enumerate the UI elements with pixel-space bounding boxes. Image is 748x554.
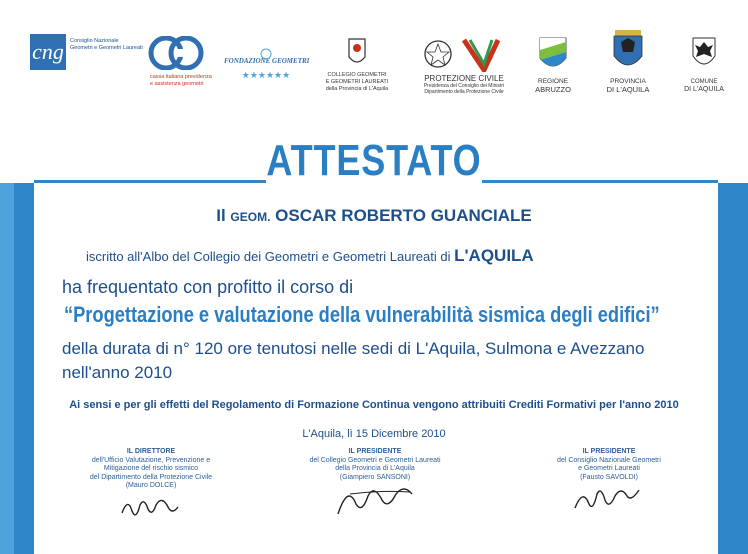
recipient-geom: GEOM. xyxy=(230,210,271,224)
signature-role: IL DIRETTORE xyxy=(126,448,176,455)
certificate-title: ATTESTATO xyxy=(266,136,482,185)
logos-row xyxy=(0,0,748,120)
provincia-caption-line1: PROVINCIA xyxy=(610,78,646,85)
signature-name: (Mauro DOLCE) xyxy=(125,482,177,489)
place-date-line: L'Aquila, lì 15 Dicembre 2010 xyxy=(302,428,446,440)
signature-role: IL PRESIDENTE xyxy=(582,448,636,455)
signature-desc-line: dell'Ufficio Valutazione, Prevenzione e xyxy=(91,456,211,464)
handwritten-signature-icon xyxy=(569,484,649,514)
abruzzo-caption-line1: REGIONE xyxy=(538,78,568,85)
collegio-caption-line2: E GEOMETRI LAUREATI xyxy=(325,79,389,85)
provincia-logo xyxy=(598,24,658,100)
collegio-logo xyxy=(322,36,392,106)
signature-block-presidente-cng xyxy=(524,448,694,514)
cipag-emblem-icon xyxy=(148,36,204,70)
signature-desc-line: del Dipartimento della Protezione Civile xyxy=(89,473,213,481)
provincia-crest-icon xyxy=(611,24,645,72)
signature-desc-line: del Consiglio Nazionale Geometri xyxy=(557,456,661,464)
cng-caption-line2: Geometri e Geometri Laureati xyxy=(70,45,143,51)
frequentato-line: ha frequentato con profitto il corso di xyxy=(62,277,354,297)
signature-desc-line: della Provincia di L'Aquila xyxy=(335,465,415,472)
duration-line: della durata di n° 120 ore tenutosi nelle sedi di L'Aquila, Sulmona e Avezzano xyxy=(62,339,645,358)
collegio-caption-line1: COLLEGIO GEOMETRI xyxy=(327,72,387,78)
recipient-name: OSCAR ROBERTO GUANCIALE xyxy=(275,206,532,225)
albo-line xyxy=(86,246,534,266)
provincia-caption-line2: DI L'AQUILA xyxy=(606,85,650,94)
cipag-logo xyxy=(148,36,212,96)
signature-block-direttore xyxy=(56,448,246,519)
protezione-caption-line3: Dipartimento della Protezione Civile xyxy=(424,89,504,95)
regione-abruzzo-logo xyxy=(528,36,578,102)
abruzzo-caption-line2: ABRUZZO xyxy=(535,85,571,94)
handwritten-signature-icon xyxy=(116,493,186,519)
collegio-crest-icon xyxy=(322,36,392,70)
albo-city: L'AQUILA xyxy=(454,246,534,265)
abruzzo-shield-icon xyxy=(538,36,568,72)
cipag-caption-line1: cassa italiana previdenza xyxy=(150,74,212,80)
stars-row-icon xyxy=(226,68,306,82)
signature-name: (Fausto SAVOLDI) xyxy=(580,473,638,481)
signature-role: IL PRESIDENTE xyxy=(348,448,402,455)
protezione-civile-logo xyxy=(416,36,512,106)
svg-text:cng: cng xyxy=(32,39,64,64)
signature-desc-line: e Geometri Laureati xyxy=(578,465,640,472)
recipient-line xyxy=(0,206,748,226)
signature-name: (Giampiero SANSONI) xyxy=(339,473,411,481)
course-title: “Progettazione e valutazione della vulnerabilità sismica degli edifici” xyxy=(64,302,660,327)
right-frame-bar xyxy=(718,183,748,554)
comune-eagle-icon xyxy=(691,36,717,72)
comune-caption-line1: COMUNE xyxy=(690,79,718,85)
crediti-line: Ai sensi e per gli effetti del Regolamento di Formazione Continua vengono attribuiti Crediti Formativi per l'anno 2010 xyxy=(69,399,679,411)
cng-logo xyxy=(30,34,143,74)
comune-logo xyxy=(676,36,732,102)
protezione-caption-line1: PROTEZIONE CIVILE xyxy=(424,74,504,83)
signature-desc-line: Mitigazione del rischio sismico xyxy=(103,465,199,472)
albo-text: iscritto all'Albo del Collegio dei Geometri e Geometri Laureati di xyxy=(86,249,451,264)
fondazione-logo xyxy=(224,48,308,88)
left-frame-highlight xyxy=(0,183,14,554)
signature-desc-line: del Collegio Geometri e Geometri Laureati xyxy=(309,456,441,464)
cipag-caption-line2: e assistenza geometri xyxy=(150,81,204,87)
collegio-caption-line3: della Provincia di L'Aquila xyxy=(325,86,389,92)
stars-icon xyxy=(226,48,306,62)
svg-text:★★★★★★: ★★★★★★ xyxy=(241,70,291,80)
protezione-civile-emblem-icon xyxy=(416,36,506,72)
protezione-caption-line2: Presidenza del Consiglio dei Ministri xyxy=(423,83,505,89)
cng-emblem-icon xyxy=(30,34,66,70)
comune-caption-line2: DI L'AQUILA xyxy=(684,86,724,93)
fondazione-caption: FONDAZIONE GEOMETRI xyxy=(224,57,310,65)
signature-block-presidente-collegio xyxy=(280,448,470,518)
cng-caption-line1: Consiglio Nazionale xyxy=(70,38,119,44)
recipient-prefix: Il xyxy=(216,206,226,225)
year-line: nell'anno 2010 xyxy=(62,363,173,382)
handwritten-signature-icon xyxy=(330,484,420,518)
